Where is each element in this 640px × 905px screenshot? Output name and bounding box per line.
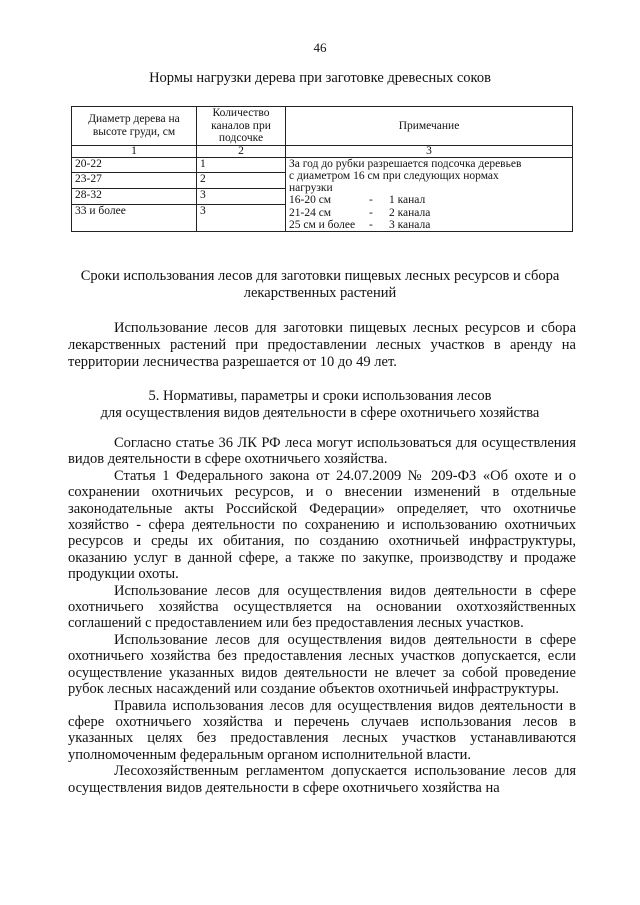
diameter-cell: 28-32: [72, 189, 197, 205]
col-number: 2: [197, 145, 286, 157]
page-number: 46: [313, 40, 327, 55]
section-5-title-line: для осуществления видов деятельности в сфере охотничьего хозяйства: [100, 405, 540, 421]
note-item: [289, 219, 569, 231]
channels-cell: 3: [197, 205, 286, 232]
note-range: 21-24 см: [289, 206, 332, 219]
paragraph: Согласно статье 36 ЛК РФ леса могут использоваться для осуществления видов деятельности в сфере охотничьего хозяйства.: [68, 435, 576, 468]
note-dash: -: [369, 206, 373, 219]
paragraph: Правила использования лесов для осуществления видов деятельности в сфере охотничьего хозяйства и перечень случаев использования лесов в указанных целях без предоставления лесных участков устанавливаются уполномоченным федеральным органом исполнительной власти.: [68, 697, 576, 763]
note-cell: [286, 157, 573, 232]
col-number: 3: [286, 145, 573, 157]
paragraph: Использование лесов для осуществления видов деятельности в сфере охотничьего хозяйства без предоставления лесных участков допускается, если осуществление указанных видов деятельности не влечет за собой проведение рубок лесных насаждений или создание объектов охотничьей инфраструктуры.: [68, 631, 576, 698]
table-title: Нормы нагрузки дерева при заготовке древесных соков: [149, 70, 491, 86]
section-5-title-line: 5. Нормативы, параметры и сроки использования лесов: [148, 388, 492, 404]
diameter-cell: 20-22: [72, 157, 197, 173]
section-5-title: [60, 388, 580, 422]
diameter-cell: 23-27: [72, 173, 197, 189]
food-resources-paragraph: Использование лесов для заготовки пищевых лесных ресурсов и сбора лекарственных растений при предоставлении лесных участков в аренду на территории лесничества разрешается от 10 до 49 лет.: [68, 320, 576, 370]
note-dash: -: [369, 218, 373, 231]
table-header-row: [72, 107, 573, 146]
note-dash: -: [369, 194, 373, 207]
col-number: 1: [72, 145, 197, 157]
note-text: нагрузки: [289, 182, 333, 195]
note-text: с диаметром 16 см при следующих нормах: [289, 169, 499, 182]
note-count: 3 канала: [389, 218, 431, 231]
note-text: За год до рубки разрешается подсочка деревьев: [289, 157, 522, 170]
paragraph: Лесохозяйственным регламентом допускается использование лесов для осуществления видов деятельности в сфере охотничьего хозяйства на: [68, 763, 576, 796]
header-diameter: Диаметр дерева на высоте груди, см: [72, 107, 197, 146]
norms-table: [71, 106, 573, 232]
table-row: [72, 157, 573, 173]
paragraph: Использование лесов для осуществления видов деятельности в сфере охотничьего хозяйства осуществляется на основании охотхозяйственных соглашений с предоставлением или без предоставления лесных участков.: [68, 582, 576, 632]
section-5-body: [68, 435, 576, 796]
channels-cell: 1: [197, 157, 286, 173]
section-title-food-resources: Сроки использования лесов для заготовки пищевых лесных ресурсов и сбора лекарственных растений: [80, 268, 560, 301]
header-note: Примечание: [286, 107, 573, 146]
note-range: 25 см и более: [289, 218, 356, 231]
diameter-cell: 33 и более: [72, 205, 197, 232]
channels-cell: 3: [197, 189, 286, 205]
note-item: [289, 194, 569, 206]
note-count: 2 канала: [389, 206, 431, 219]
paragraph: Статья 1 Федерального закона от 24.07.2009 № 209-ФЗ «Об охоте и о сохранении охотничьих ресурсов, и о внесении изменений в отдельные законодательные акты Российской Федерации» определяет, что охотничье хозяйство - сфера деятельности по сохранению и использованию охотничьих ресурсов и среды их обитания, по созданию охотничьей инфраструктуры, оказанию услуг в данной сфере, а также по закупке, производству и продаже продукции охоты.: [68, 467, 576, 583]
channels-cell: 2: [197, 173, 286, 189]
note-item: [289, 207, 569, 219]
note-count: 1 канал: [389, 194, 426, 207]
header-channels: Количество каналов при подсочке: [197, 107, 286, 146]
column-number-row: [72, 145, 573, 157]
note-range: 16-20 см: [289, 194, 332, 207]
